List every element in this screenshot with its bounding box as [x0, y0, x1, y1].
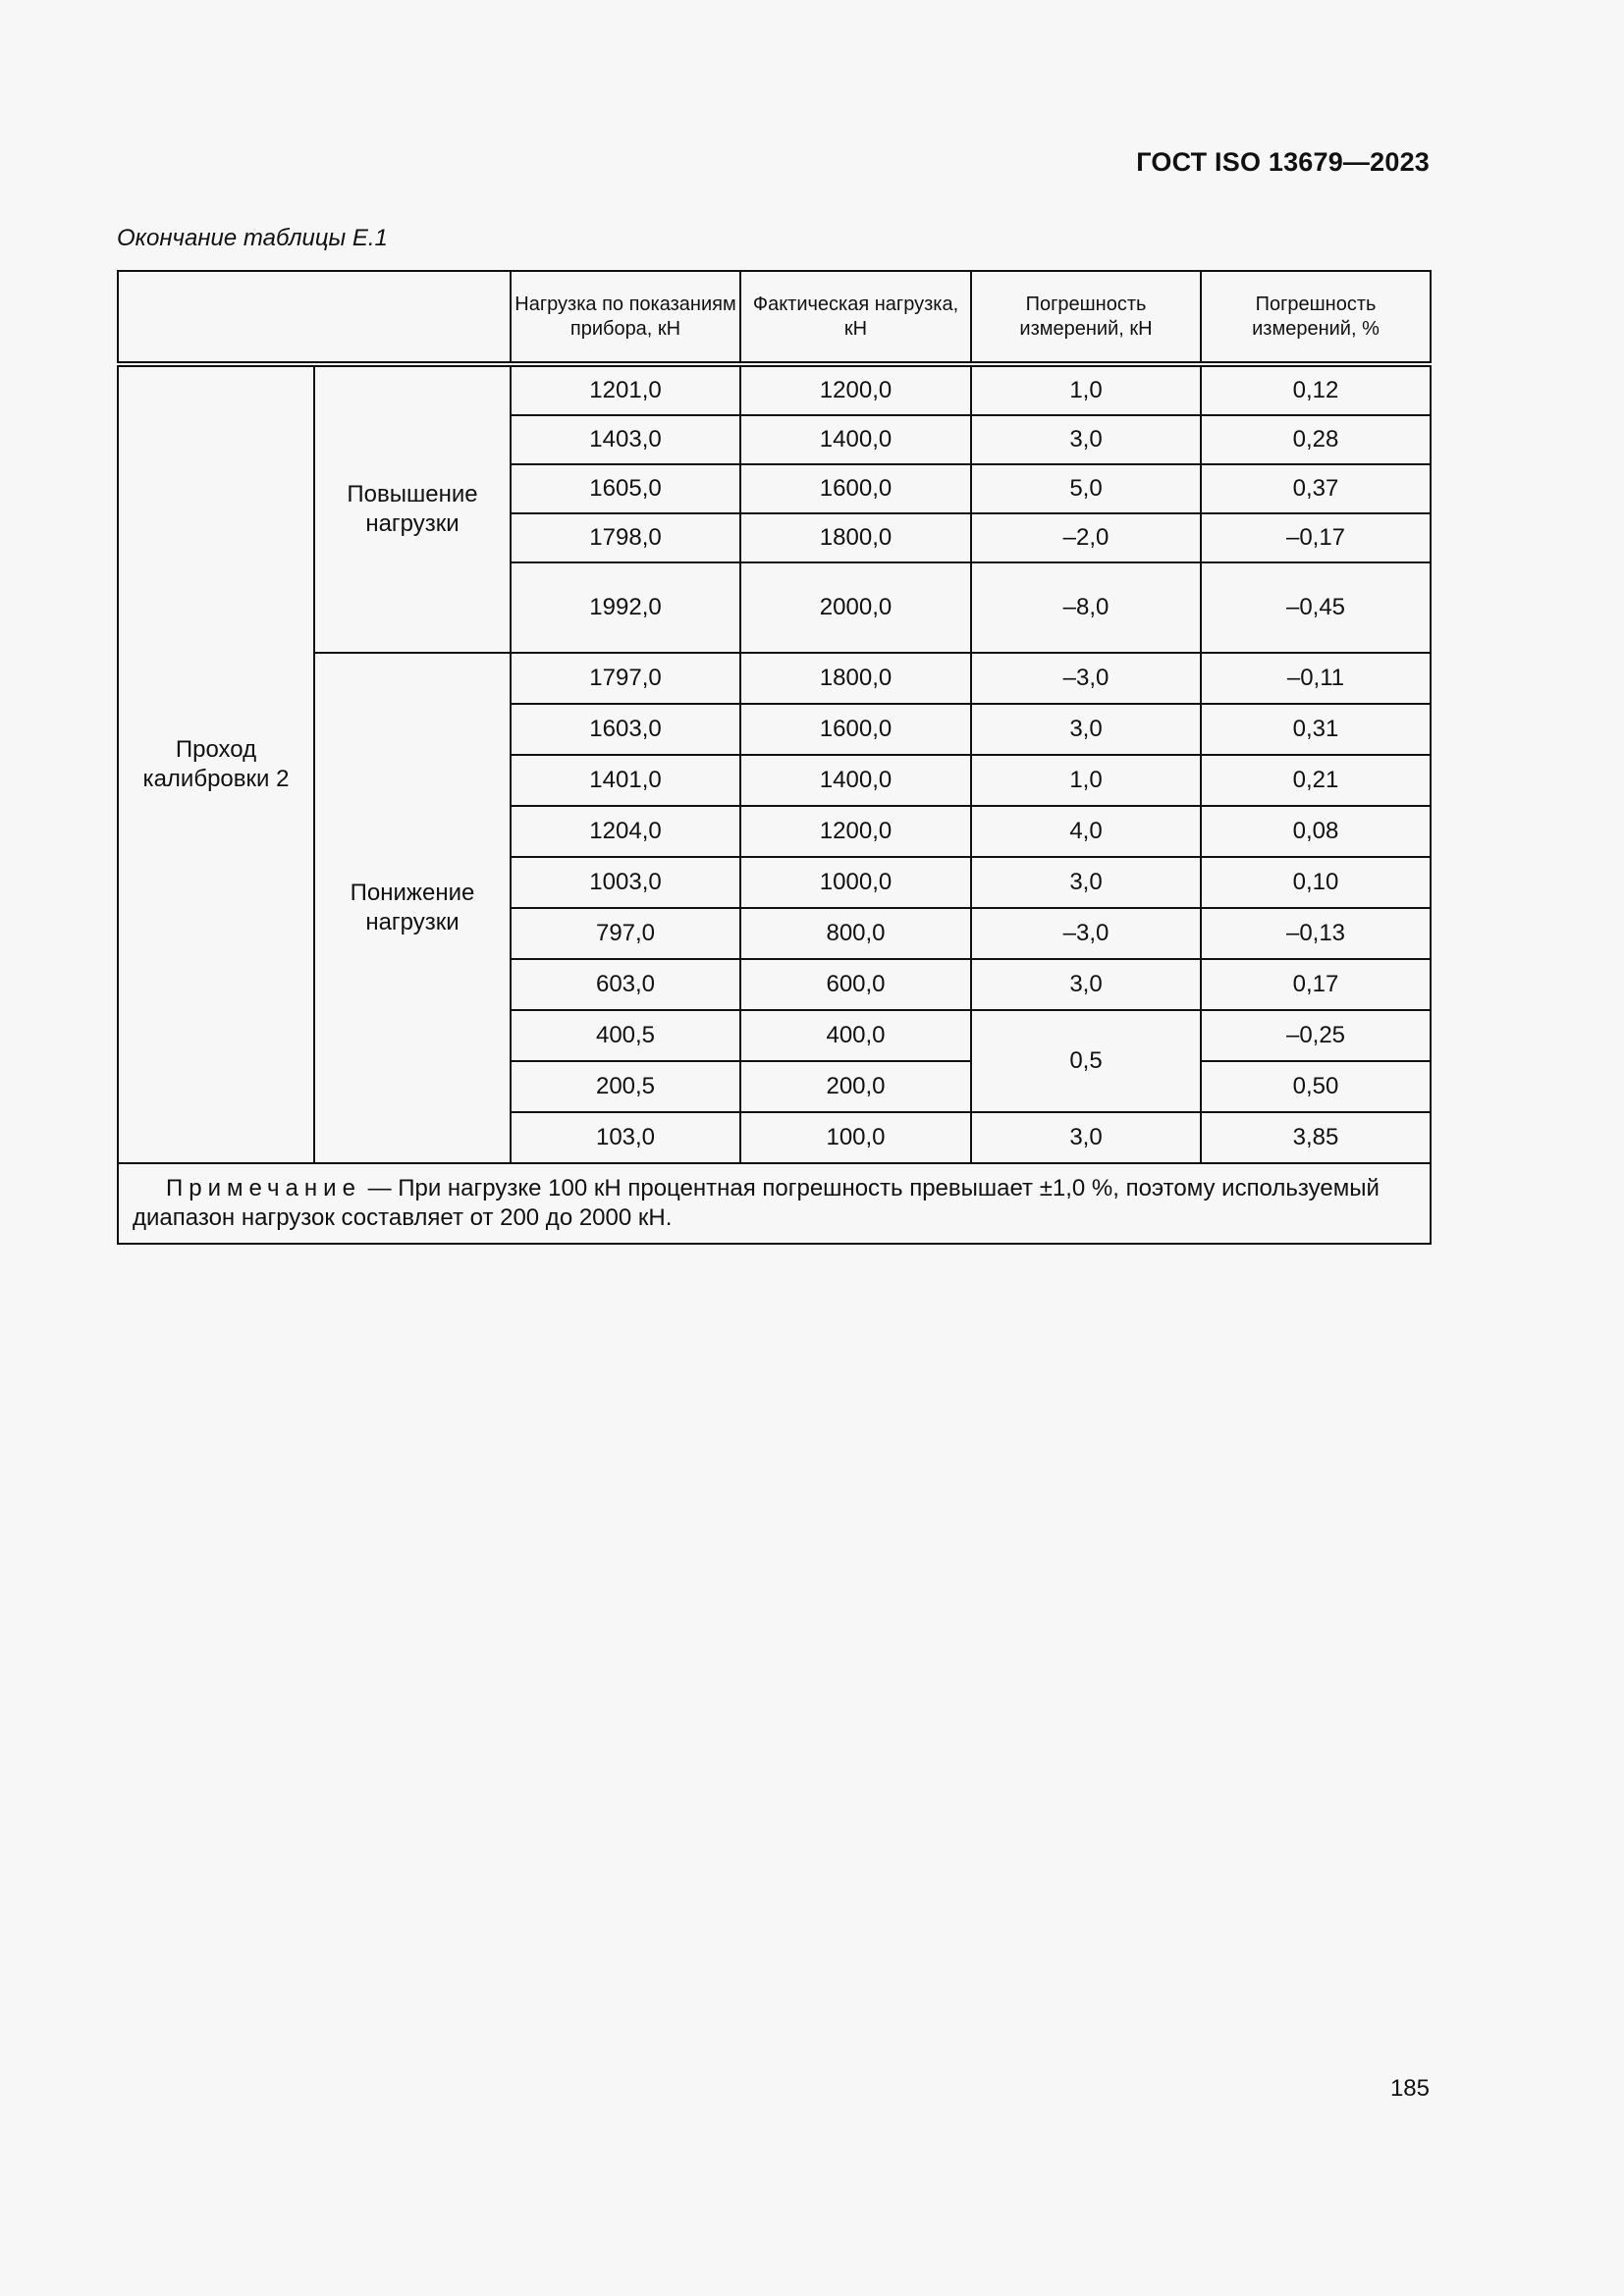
cell-indicated: 1797,0: [511, 653, 740, 704]
cell-error-kn: 3,0: [971, 857, 1201, 908]
cell-error-percent: 0,17: [1201, 959, 1431, 1010]
increase-load-label: Повышение нагрузки: [314, 364, 511, 653]
cell-error-kn: 1,0: [971, 755, 1201, 806]
header-error-kn: Погрешность измерений, кН: [971, 271, 1201, 364]
cell-indicated: 1201,0: [511, 364, 740, 415]
cell-error-percent: 3,85: [1201, 1112, 1431, 1163]
document-id: ГОСТ ISO 13679—2023: [1136, 147, 1430, 177]
cell-actual: 400,0: [740, 1010, 971, 1061]
cell-indicated: 1401,0: [511, 755, 740, 806]
note-label: Примечание: [166, 1175, 361, 1201]
cell-actual: 1400,0: [740, 755, 971, 806]
cell-error-percent: 0,21: [1201, 755, 1431, 806]
calibration-pass-label: Проход калибровки 2: [118, 364, 314, 1163]
cell-error-kn-merged: 0,5: [971, 1010, 1201, 1112]
table-row: [118, 653, 1431, 704]
cell-error-kn: 3,0: [971, 959, 1201, 1010]
cell-indicated: 1992,0: [511, 562, 740, 653]
cell-indicated: 797,0: [511, 908, 740, 959]
cell-actual: 1800,0: [740, 653, 971, 704]
cell-actual: 1600,0: [740, 704, 971, 755]
cell-actual: 1600,0: [740, 464, 971, 513]
cell-actual: 2000,0: [740, 562, 971, 653]
cell-indicated: 200,5: [511, 1061, 740, 1112]
cell-indicated: 1204,0: [511, 806, 740, 857]
page-number: 185: [1389, 2075, 1430, 2102]
cell-error-percent: –0,25: [1201, 1010, 1431, 1061]
cell-indicated: 103,0: [511, 1112, 740, 1163]
cell-indicated: 603,0: [511, 959, 740, 1010]
header-actual-load: Фактическая нагрузка, кН: [740, 271, 971, 364]
cell-indicated: 1403,0: [511, 415, 740, 464]
header-indicated-load: Нагрузка по показаниям прибора, кН: [511, 271, 740, 364]
calibration-table: [117, 270, 1432, 1245]
cell-error-percent: –0,17: [1201, 513, 1431, 562]
cell-error-kn: 3,0: [971, 415, 1201, 464]
cell-actual: 200,0: [740, 1061, 971, 1112]
cell-error-kn: 4,0: [971, 806, 1201, 857]
table-note: [118, 1163, 1431, 1244]
header-error-percent: Погрешность измерений, %: [1201, 271, 1431, 364]
cell-error-percent: 0,08: [1201, 806, 1431, 857]
cell-error-percent: 0,12: [1201, 364, 1431, 415]
cell-indicated: 1798,0: [511, 513, 740, 562]
cell-error-kn: 5,0: [971, 464, 1201, 513]
cell-indicated: 1003,0: [511, 857, 740, 908]
cell-error-percent: 0,10: [1201, 857, 1431, 908]
cell-error-kn: 1,0: [971, 364, 1201, 415]
cell-error-percent: 0,50: [1201, 1061, 1431, 1112]
cell-actual: 100,0: [740, 1112, 971, 1163]
cell-error-percent: 0,31: [1201, 704, 1431, 755]
cell-actual: 1200,0: [740, 806, 971, 857]
cell-indicated: 1605,0: [511, 464, 740, 513]
cell-actual: 1800,0: [740, 513, 971, 562]
cell-error-percent: 0,37: [1201, 464, 1431, 513]
cell-indicated: 400,5: [511, 1010, 740, 1061]
cell-actual: 1200,0: [740, 364, 971, 415]
cell-actual: 1400,0: [740, 415, 971, 464]
cell-indicated: 1603,0: [511, 704, 740, 755]
header-empty-cell: [118, 271, 511, 364]
cell-error-percent: –0,45: [1201, 562, 1431, 653]
cell-actual: 600,0: [740, 959, 971, 1010]
note-text: — При нагрузке 100 кН процентная погрешность превышает ±1,0 %, поэтому используемый диапазон нагрузок составляет от 200 до 2000 кН.: [133, 1175, 1380, 1231]
cell-error-kn: –2,0: [971, 513, 1201, 562]
cell-error-percent: –0,11: [1201, 653, 1431, 704]
table-caption: Окончание таблицы Е.1: [117, 225, 388, 251]
cell-error-kn: –3,0: [971, 653, 1201, 704]
table-row: [118, 364, 1431, 415]
cell-error-percent: –0,13: [1201, 908, 1431, 959]
cell-error-kn: –3,0: [971, 908, 1201, 959]
cell-error-kn: 3,0: [971, 704, 1201, 755]
table-note-row: [118, 1163, 1431, 1244]
decrease-load-label: Понижение нагрузки: [314, 653, 511, 1163]
cell-error-kn: –8,0: [971, 562, 1201, 653]
cell-error-kn: 3,0: [971, 1112, 1201, 1163]
cell-error-percent: 0,28: [1201, 415, 1431, 464]
cell-actual: 1000,0: [740, 857, 971, 908]
table-header-row: [118, 271, 1431, 364]
cell-actual: 800,0: [740, 908, 971, 959]
